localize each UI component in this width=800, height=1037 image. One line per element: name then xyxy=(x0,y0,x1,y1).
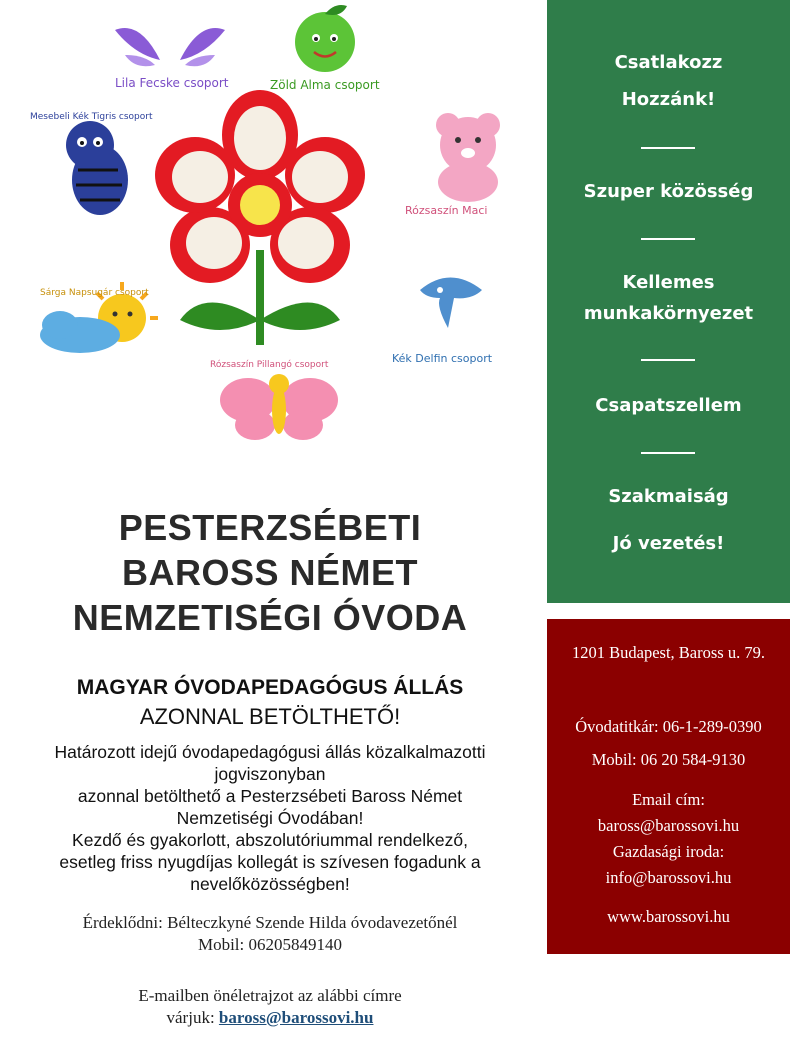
benefit-leadership: Jó vezetés! xyxy=(612,533,725,554)
benefit-separator xyxy=(641,359,695,361)
benefit-join-2: Hozzánk! xyxy=(621,89,716,110)
email-request-prefix: várjuk: xyxy=(166,1008,219,1027)
group-label-zold: Zöld Alma csoport xyxy=(270,78,380,92)
office-label: Gazdasági iroda: xyxy=(612,842,725,861)
office-email[interactable]: info@barossovi.hu xyxy=(605,868,732,887)
mobile-phone: Mobil: 06 20 584-9130 xyxy=(591,750,746,769)
benefit-separator xyxy=(641,238,695,240)
email-address[interactable]: baross@barossovi.hu xyxy=(597,816,740,835)
benefit-environment-1: Kellemes xyxy=(622,272,715,293)
title-line: PESTERZSÉBETI xyxy=(118,507,422,548)
job-description xyxy=(10,741,530,895)
address: 1201 Budapest, Baross u. 79. xyxy=(572,643,765,662)
contact-mobile: Mobil: 06205849140 xyxy=(197,935,343,954)
email-request-line xyxy=(10,1007,530,1029)
contact-person: Érdeklődni: Bélteczkyné Szende Hilda óvodavezetőnél xyxy=(82,913,458,932)
benefit-community: Szuper közösség xyxy=(583,181,754,202)
dolphin-icon xyxy=(420,278,482,329)
description-line: azonnal betölthető a Pesterzsébeti Baross Német xyxy=(77,786,463,806)
illustration-canvas xyxy=(20,0,540,470)
kindergarten-title xyxy=(10,505,530,640)
kindergarten-groups-illustration xyxy=(20,0,540,470)
tiger-icon xyxy=(66,121,128,215)
group-label-tigris: Mesebeli Kék Tigris csoport xyxy=(30,112,153,122)
website-link[interactable]: www.barossovi.hu xyxy=(607,907,730,926)
title-line: BAROSS NÉMET xyxy=(121,552,419,593)
description-line: nevelőközösségben! xyxy=(190,874,350,894)
benefit-separator xyxy=(641,452,695,454)
email-label: Email cím: xyxy=(632,790,705,809)
contact-info xyxy=(10,912,530,956)
job-subtitle: AZONNAL BETÖLTHETŐ! xyxy=(139,704,401,729)
description-line: Kezdő és gyakorlott, abszolutóriummal rendelkező, xyxy=(72,830,468,850)
contact-panel xyxy=(547,619,790,954)
group-label-pillango: Rózsaszín Pillangó csoport xyxy=(210,360,329,370)
description-line: esetleg friss nyugdíjas kollegát is szívesen fogadunk a xyxy=(59,852,481,872)
group-label-maci: Rózsaszín Maci xyxy=(405,204,488,217)
apple-icon xyxy=(295,5,355,72)
description-line: jogviszonyban xyxy=(214,764,326,784)
benefit-join-1: Csatlakozz xyxy=(614,52,723,73)
group-label-napsugar: Sárga Napsugár csoport xyxy=(40,288,149,298)
benefit-environment-2: munkakörnyezet xyxy=(583,303,754,324)
benefits-panel xyxy=(547,0,790,603)
benefit-team-spirit: Csapatszellem xyxy=(595,395,742,416)
secretary-phone: Óvodatitkár: 06-1-289-0390 xyxy=(575,717,762,736)
email-request xyxy=(10,985,530,1029)
benefit-professionalism: Szakmaiság xyxy=(608,486,729,507)
flower-icon xyxy=(155,90,365,345)
description-line: Határozott idejű óvodapedagógusi állás közalkalmazotti xyxy=(54,742,486,762)
email-request-text: E-mailben önéletrajzot az alábbi címre xyxy=(138,986,402,1005)
description-line: Nemzetiségi Óvodában! xyxy=(176,808,364,828)
group-label-delfin: Kék Delfin csoport xyxy=(392,352,493,365)
butterfly-icon xyxy=(220,374,338,440)
job-title: MAGYAR ÓVODAPEDAGÓGUS ÁLLÁS xyxy=(76,676,464,699)
email-link[interactable]: baross@barossovi.hu xyxy=(218,1008,374,1027)
swallow-icon xyxy=(115,28,225,66)
teddy-bear-icon xyxy=(436,113,500,202)
benefit-separator xyxy=(641,147,695,149)
group-label-lila: Lila Fecske csoport xyxy=(115,76,229,90)
title-line: NEMZETISÉGI ÓVODA xyxy=(72,597,468,638)
